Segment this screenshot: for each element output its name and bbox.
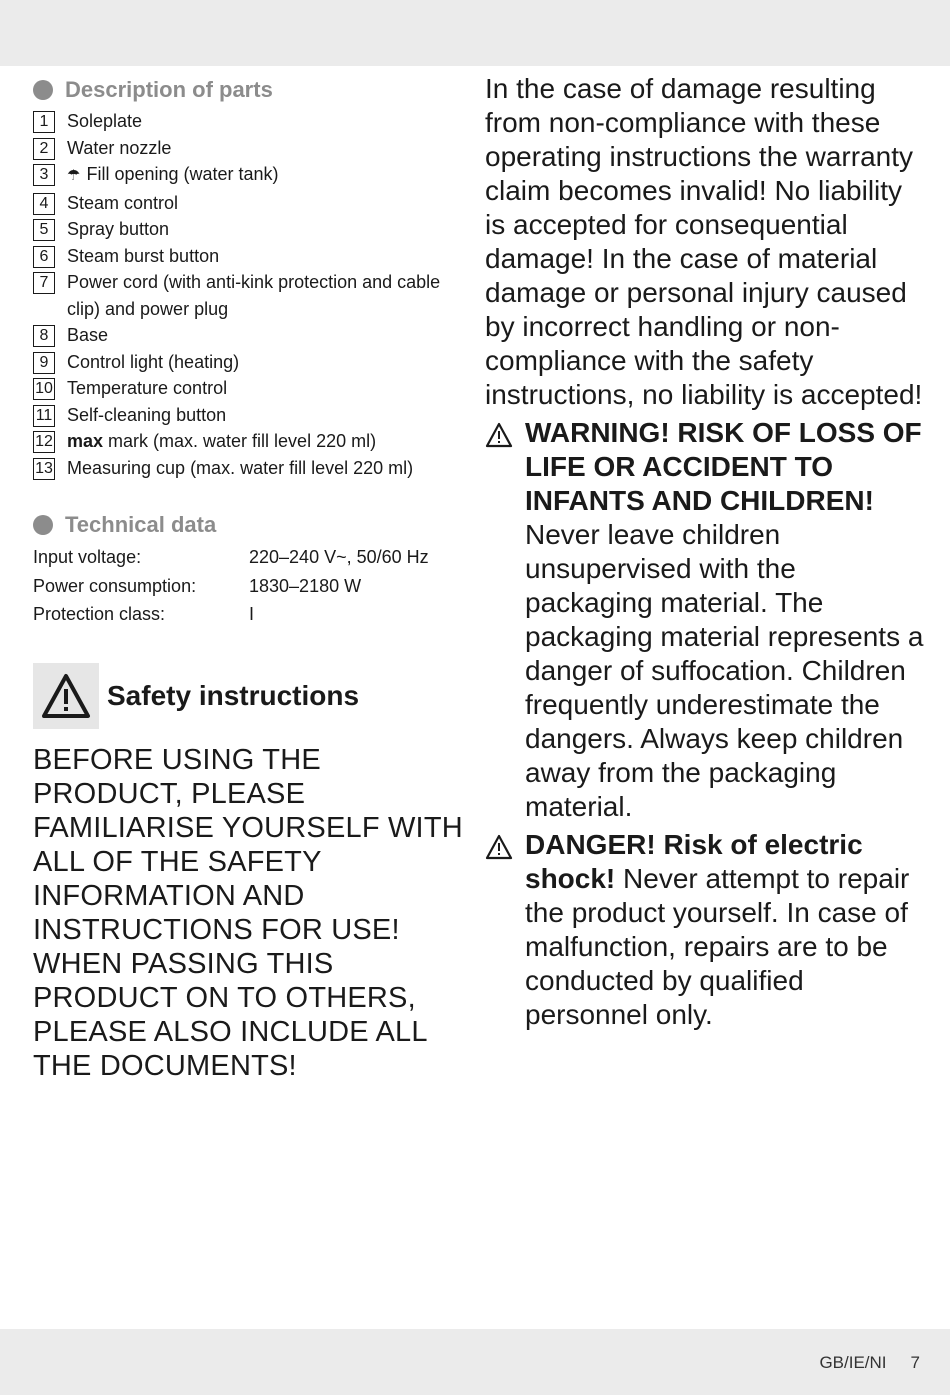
- list-item: [33, 269, 463, 322]
- part-label: Water nozzle: [67, 137, 172, 158]
- list-item: [33, 216, 463, 243]
- list-item: [33, 161, 463, 190]
- water-tank-icon: ☂: [67, 167, 81, 184]
- warning-triangle-icon: [485, 828, 525, 1032]
- part-number: 8: [33, 325, 55, 347]
- list-item: [33, 135, 463, 162]
- warning-heading: WARNING! RISK OF LOSS OF LIFE OR ACCIDENT TO INFANTS AND CHILDREN!: [525, 417, 922, 516]
- list-item: [33, 322, 463, 349]
- safety-intro: BEFORE USING THE PRODUCT, PLEASE FAMILIARISE YOURSELF WITH ALL OF THE SAFETY INFORMATION AND INSTRUCTIONS FOR USE! WHEN PASSING THIS PRODUCT ON TO OTHERS, PLEASE ALSO INCLUDE ALL THE DOCUMENTS!: [33, 743, 463, 1082]
- part-number: 9: [33, 352, 55, 374]
- technical-data-section: [33, 507, 463, 629]
- list-item: [33, 455, 463, 482]
- part-number: 1: [33, 111, 55, 133]
- tech-label: Protection class:: [33, 604, 166, 624]
- max-mark-label: max: [67, 431, 104, 451]
- tech-label: Input voltage:: [33, 547, 142, 567]
- part-number: 11: [33, 405, 55, 427]
- list-item: [33, 402, 463, 429]
- part-label: Power cord (with anti-kink protection and cable clip) and power plug: [67, 272, 441, 319]
- part-number: 12: [33, 431, 55, 453]
- part-label-wrap: [67, 161, 279, 190]
- part-number: 2: [33, 138, 55, 160]
- list-item: [33, 108, 463, 135]
- technical-data-heading: [33, 507, 463, 543]
- danger-block: [485, 828, 925, 1032]
- list-item: [33, 375, 463, 402]
- part-label: Fill opening (water tank): [86, 164, 279, 184]
- tech-value: 220–240 V~, 50/60 Hz: [249, 547, 429, 567]
- part-label: Soleplate: [67, 111, 143, 131]
- warning-triangle-icon: [485, 416, 525, 824]
- liability-paragraph: In the case of damage resulting from non-compliance with these operating instructions the warranty claim becomes invalid! No liability is accepted for consequential damage! In the case of material damage or personal injury caused by incorrect handling or non-compliance with the safety instructions, no liability is accepted!: [485, 73, 923, 410]
- part-number: 13: [33, 458, 55, 480]
- parts-list: [33, 108, 463, 481]
- danger-text: Never attempt to repair the product yourself. In case of malfunction, repairs are to be conducted by qualified personnel only.: [525, 863, 910, 1030]
- safety-title: Safety instructions: [107, 679, 360, 711]
- top-band: [0, 0, 950, 66]
- warning-block: [485, 416, 925, 824]
- list-item: [33, 243, 463, 270]
- part-number: 4: [33, 193, 55, 215]
- part-number: 7: [33, 272, 55, 294]
- part-label: Spray button: [67, 219, 170, 239]
- left-column: [33, 72, 463, 1112]
- tech-row: [33, 572, 463, 601]
- part-number: 5: [33, 219, 55, 241]
- tech-value: 1830–2180 W: [249, 575, 362, 596]
- bottom-band: [0, 1329, 950, 1395]
- part-number: 3: [33, 164, 55, 186]
- part-label: Control light (heating): [67, 351, 240, 372]
- tech-row: [33, 543, 463, 572]
- part-label: Steam burst button: [67, 245, 220, 266]
- warning-triangle-icon: [33, 663, 99, 729]
- part-label: Self-cleaning button: [67, 404, 227, 425]
- right-column: [485, 72, 925, 1032]
- tech-row: [33, 600, 463, 629]
- part-label: Temperature control: [67, 378, 228, 398]
- bullet-dot-icon: [33, 515, 53, 535]
- part-number: 6: [33, 246, 55, 268]
- footer-language-codes: GB/IE/NI: [819, 1353, 887, 1372]
- part-label: Steam control: [67, 192, 179, 213]
- parts-heading-text: Description of parts: [65, 77, 273, 102]
- list-item: [33, 349, 463, 376]
- part-number: 10: [33, 378, 55, 400]
- part-label: mark (max. water fill level 220 ml): [103, 431, 377, 451]
- tech-label: Power consumption:: [33, 575, 197, 596]
- warning-body: [525, 416, 925, 824]
- list-item: [33, 190, 463, 217]
- technical-data-heading-text: Technical data: [65, 512, 217, 537]
- part-label: Measuring cup (max. water fill level 220 ml): [67, 457, 414, 478]
- list-item: [33, 428, 463, 455]
- tech-value: I: [249, 604, 255, 624]
- part-label-wrap: [67, 428, 376, 455]
- warning-text: Never leave children unsupervised with the packaging material. The packaging material represents a danger of suffocation. Children frequently underestimate the dangers. Always keep children away from the packaging material.: [525, 519, 924, 822]
- page-number: 7: [910, 1353, 920, 1372]
- parts-heading: [33, 72, 463, 108]
- danger-body: [525, 828, 925, 1032]
- bullet-dot-icon: [33, 80, 53, 100]
- danger-heading: DANGER! Risk of electric shock!: [525, 829, 863, 894]
- page-footer: [819, 1353, 920, 1373]
- part-label: Base: [67, 325, 109, 345]
- safety-title-row: [33, 663, 463, 729]
